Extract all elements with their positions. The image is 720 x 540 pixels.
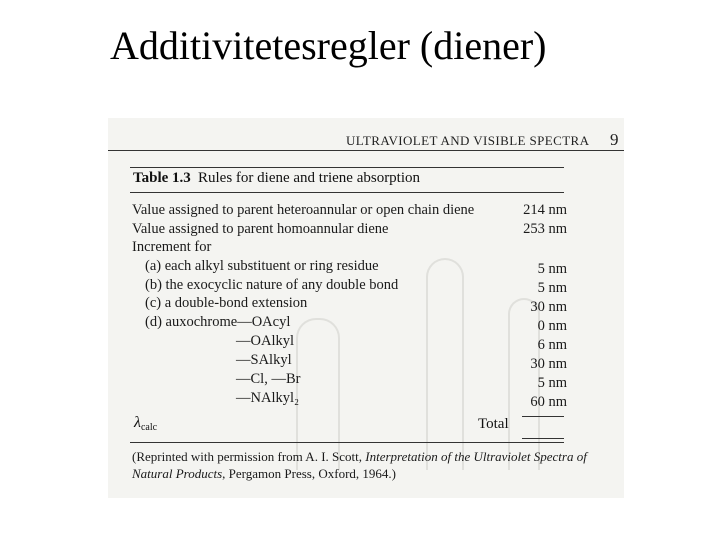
- footnote-line-1: [132, 449, 587, 465]
- lambda-symbol: λ: [134, 414, 141, 431]
- table-row-text: (d) auxochrome—OAcyl: [145, 314, 291, 330]
- sum-rule: [522, 416, 564, 417]
- table-row-value: 0 nm: [537, 318, 567, 334]
- header-rule: [108, 150, 624, 151]
- table-row-text: —NAlkyl₂: [236, 390, 300, 406]
- bleed-through-curve: [508, 298, 540, 470]
- table-row-text: Increment for: [132, 239, 212, 255]
- footnote-book-title-1: Interpretation of the Ultraviolet Spectra of: [365, 449, 587, 464]
- table-row-value: 5 nm: [537, 261, 567, 277]
- table-row-text: Value assigned to parent homoannular diene: [132, 221, 389, 237]
- footnote-line-2: [132, 466, 396, 482]
- table-row-value: 253 nm: [523, 221, 567, 237]
- table-caption: Rules for diene and triene absorption: [198, 170, 421, 186]
- lambda-subscript: calc: [140, 422, 158, 433]
- footnote-prefix: (Reprinted with permission from A. I. Scott,: [132, 449, 366, 464]
- table-row-value: 5 nm: [537, 375, 567, 391]
- table-row-text: —SAlkyl: [236, 352, 292, 368]
- page-header-title: ULTRAVIOLET AND VISIBLE SPECTRA: [346, 133, 590, 148]
- footnote-suffix: , Pergamon Press, Oxford, 1964.): [222, 466, 396, 481]
- table-row-value: 60 nm: [530, 394, 567, 410]
- scanned-textbook-page: [108, 118, 624, 498]
- table-row-value: 214 nm: [523, 202, 567, 218]
- table-row-value: 6 nm: [537, 337, 567, 353]
- bleed-through-curve: [296, 318, 340, 470]
- table-row-value: 30 nm: [530, 299, 567, 315]
- table-row-text: —OAlkyl: [236, 333, 294, 349]
- bleed-through-curve: [426, 258, 464, 470]
- table-row-text: Value assigned to parent heteroannular or open chain diene: [132, 202, 475, 218]
- page-number: 9: [610, 130, 619, 149]
- table-bottom-rule: [130, 442, 564, 443]
- table-row-value: 5 nm: [537, 280, 567, 296]
- slide-title: Additivitetesregler (diener): [110, 23, 547, 68]
- table-label: Table 1.3: [133, 170, 191, 186]
- table-caption-rule: [130, 192, 564, 193]
- table-top-rule: [130, 167, 564, 168]
- total-label: Total: [478, 416, 509, 432]
- table-row-value: 30 nm: [530, 356, 567, 372]
- table-row-text: (b) the exocyclic nature of any double bond: [145, 277, 399, 293]
- footnote-book-title-2: Natural Products: [132, 466, 223, 481]
- sum-rule-bottom: [522, 438, 564, 439]
- table-row-text: (a) each alkyl substituent or ring residue: [145, 258, 379, 274]
- table-row-text: —Cl, —Br: [236, 371, 301, 387]
- table-row-text: (c) a double-bond extension: [145, 295, 308, 311]
- lambda-calc-label: [134, 414, 157, 433]
